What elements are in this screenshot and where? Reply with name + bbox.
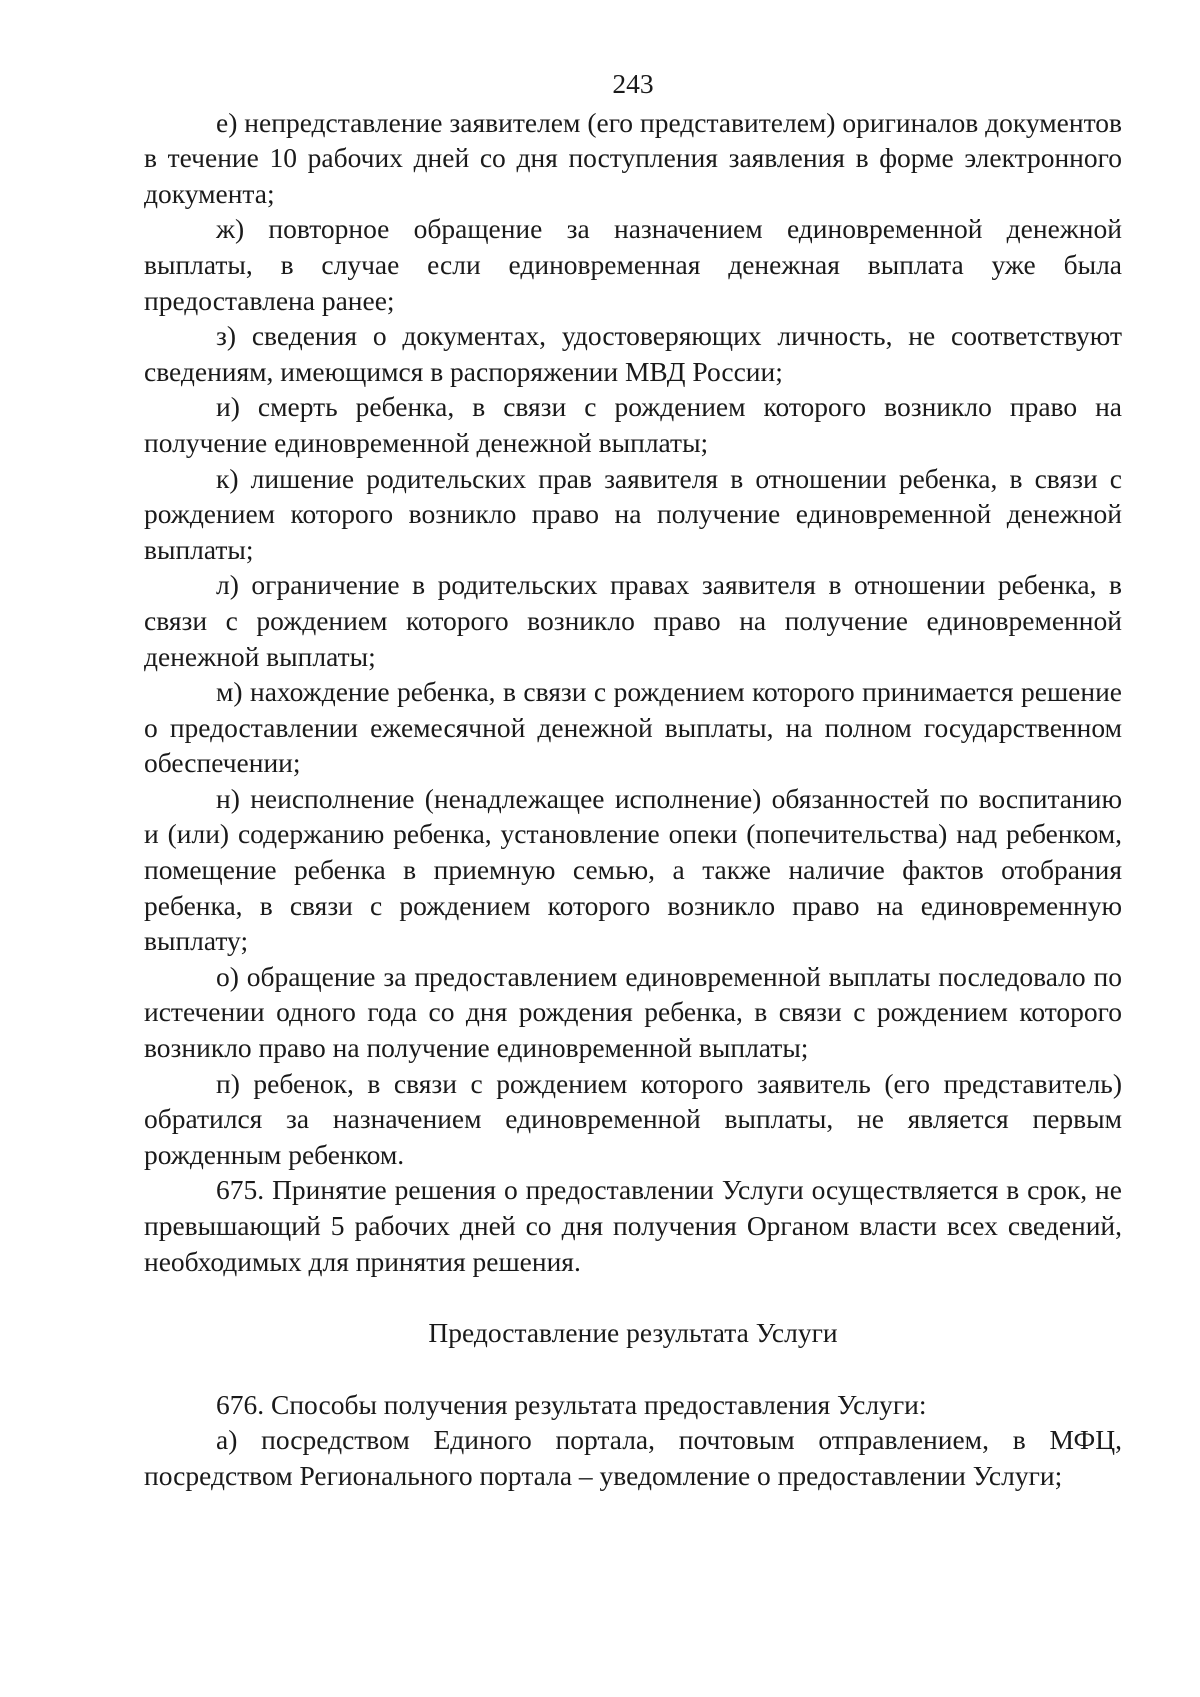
paragraph-item-n: н) неисполнение (ненадлежащее исполнение) обязанностей по воспитанию и (или) содержанию ребенка, установление опеки (попечительства) над ребенком, помещение ребенка в приемную семью, а также наличие фактов отобрания ребенка, в связи с рождением которого возникло право на единовременную выплату; — [144, 782, 1122, 957]
paragraph-clause-676: 676. Способы получения результата предоставления Услуги: — [216, 1388, 927, 1420]
paragraph-item-k: к) лишение родительских прав заявителя в отношении ребенка, в связи с рождением которого возникло право на получение единовременной денежной выплаты; — [144, 462, 1122, 565]
document-page — [144, 66, 1122, 1494]
paragraph-item-i: и) смерть ребенка, в связи с рождением которого возникло право на получение единовременной денежной выплаты; — [144, 391, 1122, 458]
paragraph-item-a: а) посредством Единого портала, почтовым отправлением, в МФЦ, посредством Регионального портала – уведомление о предоставлении Услуги; — [144, 1424, 1122, 1491]
paragraph-clause-675: 675. Принятие решения о предоставлении Услуги осуществляется в срок, не превышающий 5 рабочих дней со дня получения Органом власти всех сведений, необходимых для принятия решения. — [144, 1174, 1122, 1277]
section-heading: Предоставление результата Услуги — [428, 1317, 838, 1349]
paragraph-item-m: м) нахождение ребенка, в связи с рождением которого принимается решение о предоставлении ежемесячной денежной выплаты, на полном государственном обеспечении; — [144, 676, 1122, 779]
paragraph-item-z: з) сведения о документах, удостоверяющих личность, не соответствуют сведениям, имеющимся в распоряжении МВД России; — [144, 320, 1122, 387]
paragraph-item-o: о) обращение за предоставлением единовременной выплаты последовало по истечении одного года со дня рождения ребенка, в связи с рождением которого возникло право на получение единовременной выплаты; — [144, 960, 1122, 1064]
page-number: 243 — [612, 68, 654, 99]
paragraph-item-l: л) ограничение в родительских правах заявителя в отношении ребенка, в связи с рождением которого возникло право на получение единовременной денежной выплаты; — [144, 569, 1122, 672]
paragraph-item-e: е) непредставление заявителем (его представителем) оригиналов документов в течение 10 рабочих дней со дня поступления заявления в форме электронного документа; — [144, 106, 1122, 209]
paragraph-item-zh: ж) повторное обращение за назначением единовременной денежной выплаты, в случае если единовременная денежная выплата уже была предоставлена ранее; — [144, 213, 1122, 316]
paragraph-item-p: п) ребенок, в связи с рождением которого заявитель (его представитель) обратился за назначением единовременной выплаты, не является первым рожденным ребенком. — [144, 1067, 1122, 1170]
